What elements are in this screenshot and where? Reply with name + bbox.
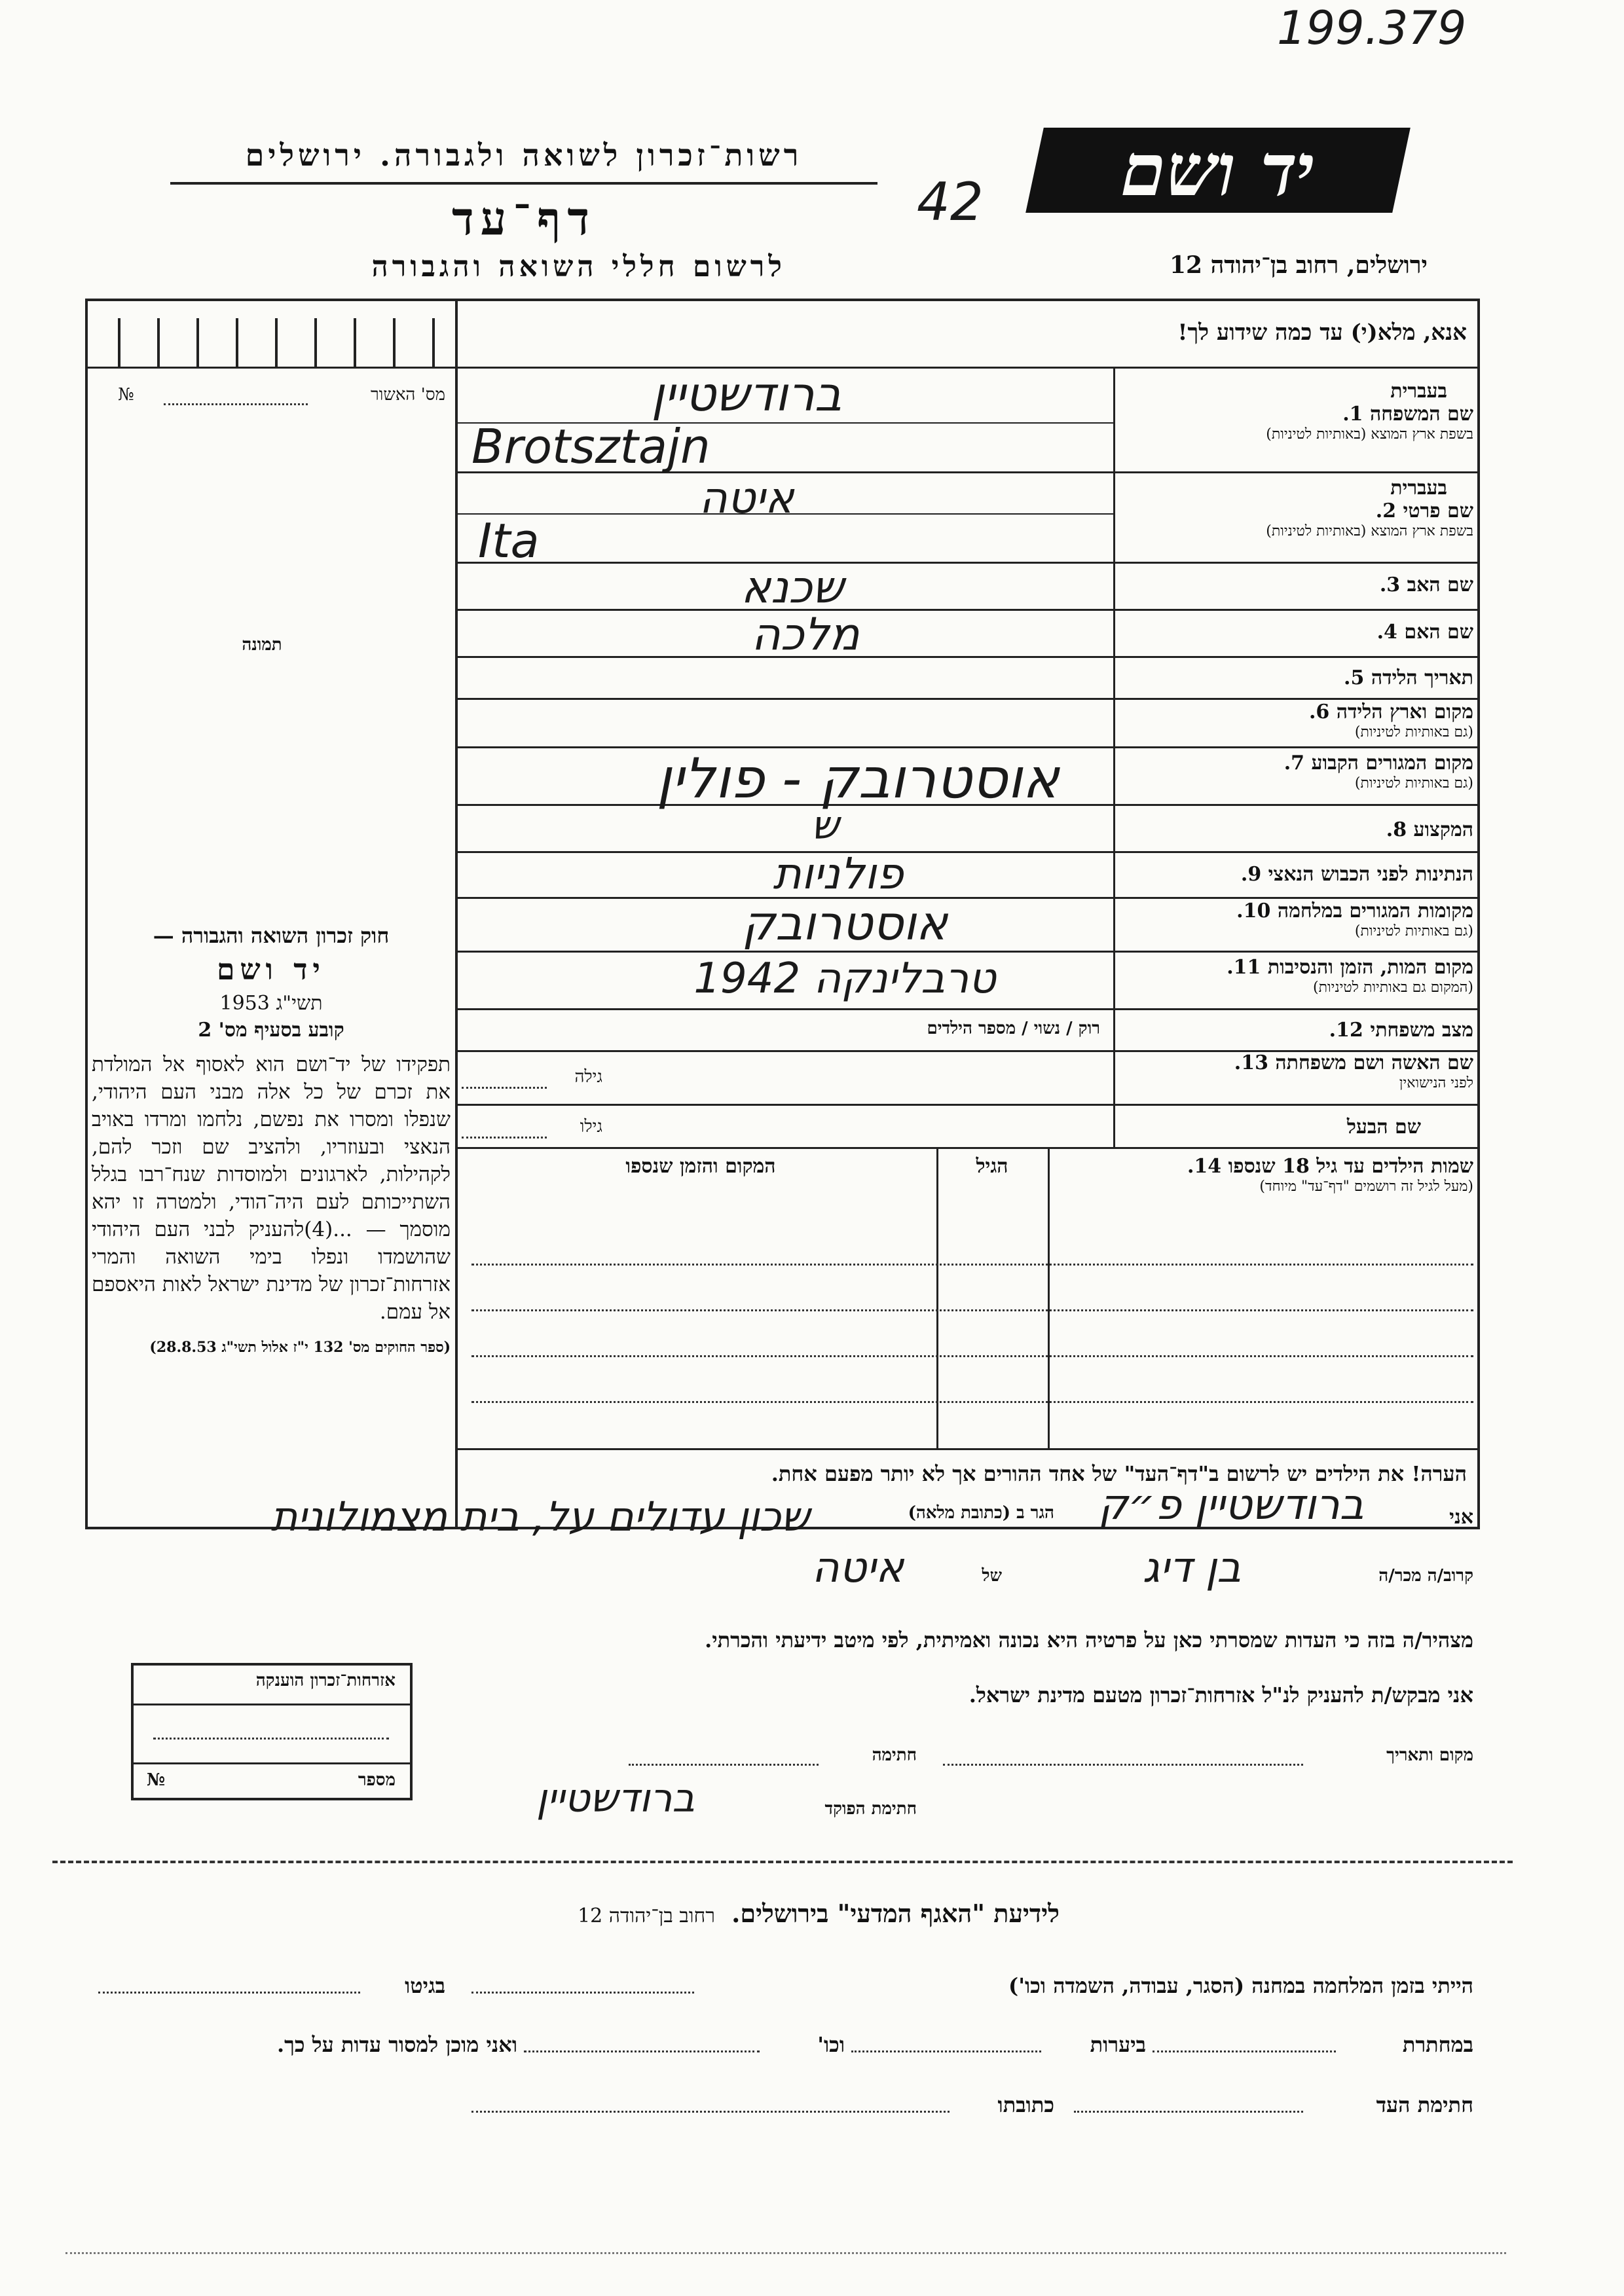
field-residence: מקום המגורים הקבוע 7. (גם באותיות לטיניות) [1283, 752, 1473, 792]
field-marital-status: מצב משפחתי 12. [1329, 1019, 1473, 1042]
field-birth-date: תאריך הלידה 5. [1344, 666, 1473, 689]
surname-hebrew[interactable]: ברודשטיין [651, 367, 842, 422]
archive-number: 199.379 [1277, 1, 1467, 55]
residence-value[interactable]: אוסטרובק - פולין [656, 746, 1060, 811]
witness-address-label: כתובתו [997, 2092, 1054, 2117]
field-wartime-residence: מקומות המגורים במלחמה 10. (גם באותיות לטיניות) [1236, 900, 1473, 939]
first-name-latin[interactable]: Ita [478, 513, 540, 568]
surname-latin[interactable]: Brotsztajn [471, 419, 710, 474]
field-birth-place: מקום וארץ הלידה 6. (גם באותיות לטיניות) [1308, 701, 1473, 740]
marital-status-options[interactable]: רוק / נשוי / מספר הילדים [927, 1019, 1100, 1038]
approval-label: מס' האשור [370, 385, 445, 405]
institute-heading: לידיעת "האגף המדעי" בירושלים. רחוב בן־יהודה 12 [578, 1899, 1060, 1928]
field-father: שם האב 3. [1379, 574, 1473, 596]
ghetto-label: בגיטו [405, 1973, 445, 1998]
death-value[interactable]: טרבלינקה 1942 [693, 955, 996, 1003]
of-label: של [982, 1566, 1002, 1586]
form-subtitle: לרשום חללי השואה והגבורה [371, 250, 786, 283]
field-wife: שם האשה ושם משפחתה 13. לפני הנישואין [1234, 1051, 1473, 1091]
first-name-hebrew[interactable]: איטה [699, 473, 794, 523]
mother-name[interactable]: מלכה [751, 609, 860, 661]
declaration-i: אני [1449, 1506, 1473, 1529]
children-note: הערה! את הילדים יש לרשום ב"דף־העד" של אחד ההורים אך לא יותר מפעם אחת. [771, 1461, 1467, 1486]
husband-age-label: גילו [580, 1117, 602, 1137]
citizenship-box: אזרחות־זכרון הוענקה מספר № [131, 1663, 413, 1800]
etc-label: וכו' [817, 2032, 845, 2057]
field-profession: המקצוע 8. [1386, 818, 1473, 841]
declaration-request: אני מבקש/ת להעניק לנ"ל אזרחות־זכרון מטעם מדינת ישראל. [969, 1683, 1473, 1707]
officer-signature[interactable]: ברודשטיין [536, 1776, 695, 1821]
field-mother: שם האם 4. [1376, 621, 1473, 644]
of-value[interactable]: איטה [811, 1544, 904, 1592]
camp-line: הייתי בזמן המלחמה במחנה (הסגר, עבודה, השמדה וכו') [1008, 1973, 1473, 1998]
approval-no: № [118, 385, 134, 405]
declarant-address[interactable]: שכון עדולים על, בית מצמולונית [270, 1493, 810, 1540]
photo-label: תמונה [242, 635, 282, 655]
form-title: דף־עד [451, 191, 596, 246]
resides-label: הגר ב (כתובת מלאה) [908, 1503, 1054, 1523]
wartime-residence-value[interactable]: אוסטרובק [741, 896, 948, 951]
relation-value[interactable]: בן דיג [1142, 1544, 1242, 1592]
field-children: שמות הילדים עד גיל 18 שנספו 14. (מעל לגיל זה רושמים "דף־עד" מיוחד) [1187, 1155, 1473, 1195]
nationality-value[interactable]: פולניות [773, 848, 904, 899]
wife-age-label: גילה [574, 1067, 602, 1087]
law-box: חוק זכרון השואה והגבורה — יד ושם תשי"ג 1953 קובע בסעיף מס' 2 תפקידו של יד־ושם הוא לאסוף אל המולדת את זכרם של כל אלה מבני העם היהודי, שנפלו ומסרו את נפשם, נלחמו ומרדו באויב הנאצי ובעוזריו, ולהציב שם וזכר להם, לקהילות, לארגונים ולמוסדות שנח־רבו בגלל השתייכותם לעם היה־הודי, ולמטרה זו יהא מוסמך — ...(4)להעניק לבני העם היהודי שהושמדו ונפלו בימי השואה והמרי אזרחות־זכרון של מדינת ישראל לאות היאספם אל עמם. (ספר החוקים מס' 132 י"ז אלול תשי"ג 28.8.53) [92, 923, 451, 1356]
authority-title: רשות־זכרון לשואה ולגבורה. ירושלים [245, 137, 803, 173]
officer-signature-label: חתימת הפוקד [824, 1799, 917, 1819]
children-age-column: הגיל [976, 1155, 1008, 1178]
field-death: מקום המות, הזמן והנסיבות 11. (המקום גם באותיות לטיניות) [1227, 956, 1473, 996]
declaration-statement: מצהיר/ה בזה כי העדות שמסרתי כאן על פרטיה היא נכונה ואמיתית, לפי מיטב ידיעתי והכרתי. [705, 1628, 1473, 1652]
profession-value[interactable]: ש [811, 803, 840, 848]
children-place-column: המקום והזמן שנספו [625, 1155, 776, 1178]
yad-vashem-logo: יד ושם [1025, 128, 1411, 213]
witness-signature-label: חתימת העד [1376, 2092, 1473, 2117]
testimony-label: ואני מוכן למסור עדות על כך. [276, 2032, 517, 2057]
field-nationality: הנתינות לפני הכבוש הנאצי 9. [1240, 863, 1473, 886]
father-name[interactable]: שכנא [741, 562, 844, 613]
field-husband: שם הבעל [1346, 1116, 1421, 1139]
underground-label: במחתרת [1402, 2032, 1473, 2057]
header-address: ירושלים, רחוב בן־יהודה 12 [1169, 251, 1428, 279]
approval-boxes [105, 312, 445, 367]
signature-label: חתימה [872, 1745, 917, 1765]
field-first-name: בעברית שם פרטי 2. בשפת ארץ המוצא (באותיות לטיניות) [1266, 477, 1473, 539]
instruction: אנא, מלא(י) עד כמה שידוע לך! [1177, 319, 1467, 346]
place-date-label: מקום ותאריך [1386, 1745, 1473, 1765]
field-surname: בעברית שם המשפחה 1. בשפת ארץ המוצא (באותיות לטיניות) [1266, 380, 1473, 443]
declarant-name[interactable]: ברודשטיין פ״ק [1098, 1481, 1364, 1529]
pen-mark: 42 [917, 172, 984, 232]
relative-label: קרוב/ה מכר/ה [1378, 1566, 1473, 1586]
forests-label: ביערות [1090, 2032, 1146, 2057]
